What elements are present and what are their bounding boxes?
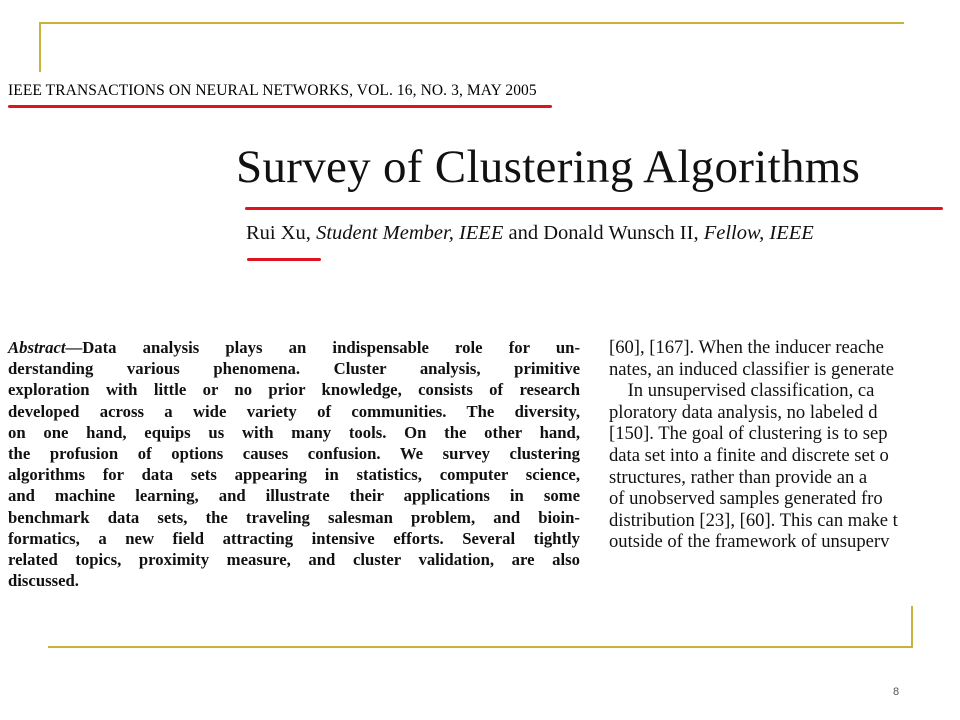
abstract-line: algorithms for data sets appearing in statistics, computer science, [8,465,580,485]
paper-title: Survey of Clustering Algorithms [236,141,861,193]
left-frame-line [39,22,41,72]
body-line: structures, rather than provide an a [609,466,868,488]
body-line: nates, an induced classifier is generate [609,358,894,380]
bottom-frame-line [48,646,912,648]
right-frame-line [911,606,913,648]
abstract-line: derstanding various phenomena. Cluster analysis, primitive [8,359,580,379]
abstract-line [8,337,580,358]
body-line: In unsupervised classification, ca [609,380,875,402]
abstract-line: and machine learning, and illustrate their applications in some [8,486,580,506]
abstract-line: discussed. [8,571,79,591]
slide-page-number: 8 [893,686,900,698]
abstract-line: the profusion of options causes confusion. We survey clustering [8,444,580,464]
body-line: ploratory data analysis, no labeled d [609,401,878,423]
abstract-line: related topics, proximity measure, and cluster validation, are also [8,550,580,570]
body-line: distribution [23], [60]. This can make t [609,509,898,531]
abstract-line: exploration with little or no prior knowledge, consists of research [8,380,580,400]
body-line: data set into a finite and discrete set o [609,444,889,466]
body-line: [60], [167]. When the inducer reache [609,337,884,358]
body-line: outside of the framework of unsuperv [609,531,890,553]
author-1-role: Student Member, IEEE [316,222,504,244]
body-text-column [609,337,960,553]
abstract-block [8,337,580,591]
author-1-name: Rui Xu, [246,222,311,244]
body-line: of unobserved samples generated fro [609,488,883,510]
author-underline [247,258,321,261]
abstract-lead: Abstract [8,338,66,357]
author-conjunction: and [508,222,539,244]
abstract-line: formatics, a new field attracting intensive efforts. Several tightly [8,528,580,548]
abstract-line: on one hand, equips us with many tools. On the other hand, [8,422,580,442]
abstract-line-text: —Data analysis plays an indispensable role for un- [65,338,580,357]
body-line: [150]. The goal of clustering is to sep [609,423,888,445]
top-frame-line [40,22,904,24]
journal-header: IEEE TRANSACTIONS ON NEURAL NETWORKS, VOL. 16, NO. 3, MAY 2005 [8,82,537,99]
author-2-name: Donald Wunsch II, [543,222,699,244]
title-underline [245,207,943,210]
journal-underline [8,105,552,108]
abstract-line: benchmark data sets, the traveling salesman problem, and bioin- [8,507,580,527]
author-line [246,222,814,245]
author-2-role: Fellow, IEEE [703,222,814,244]
abstract-line: developed across a wide variety of communities. The diversity, [8,401,580,421]
